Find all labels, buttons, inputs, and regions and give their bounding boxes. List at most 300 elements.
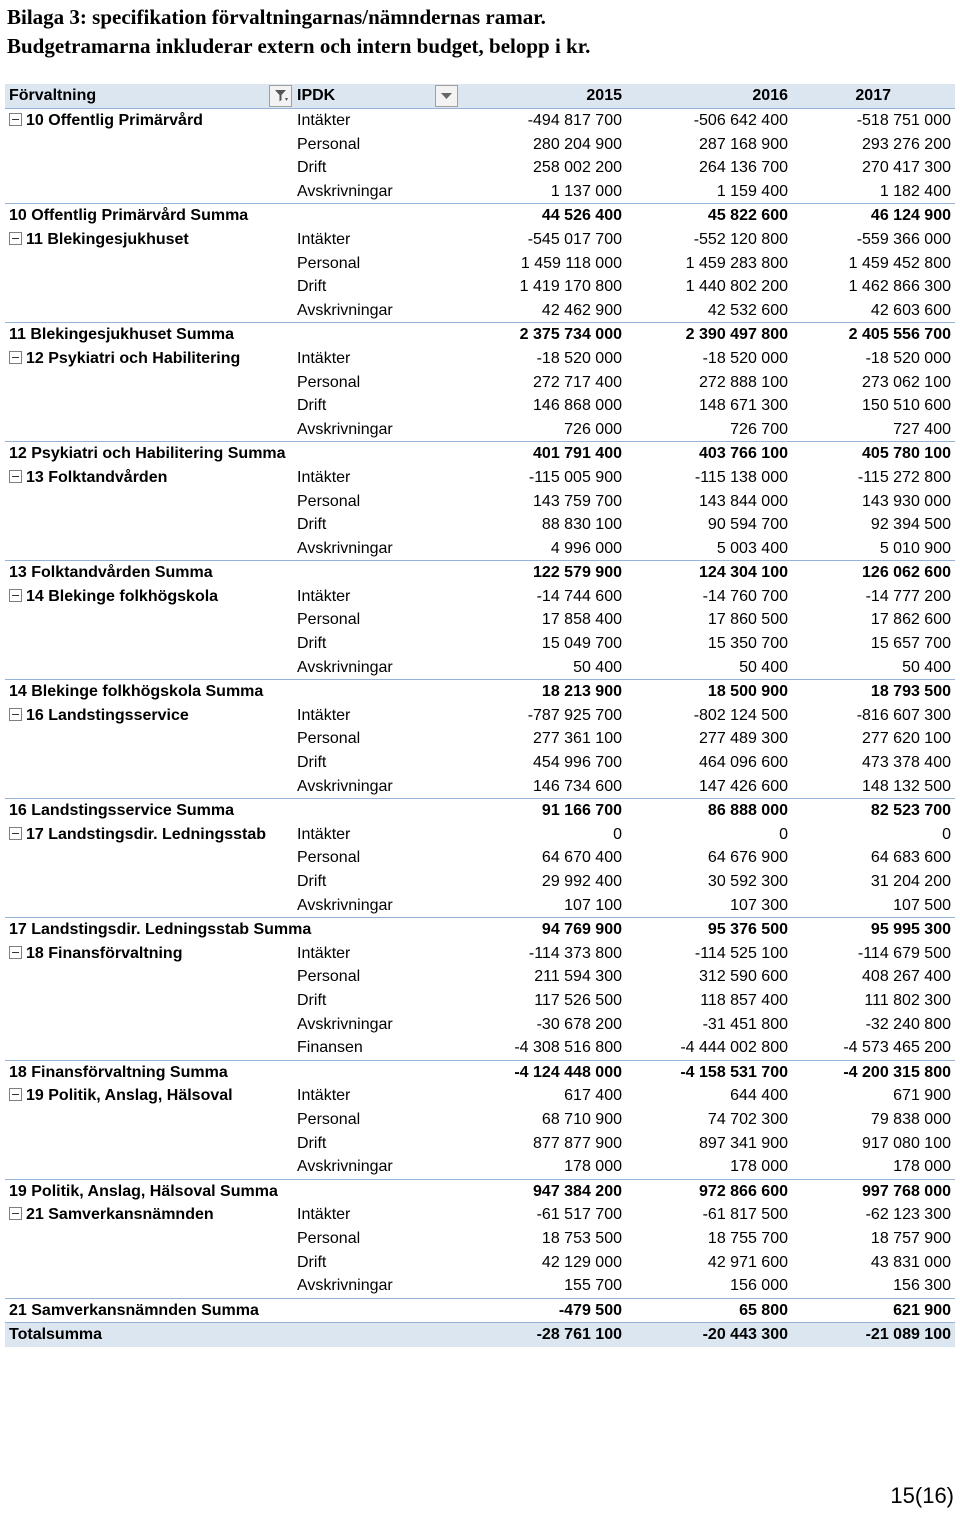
value-2017: -816 607 300 <box>856 706 951 724</box>
value-2017: 1 462 866 300 <box>848 278 951 296</box>
value-2017: 50 400 <box>902 658 951 676</box>
value-2017: -115 272 800 <box>857 468 951 486</box>
value-2017: 293 276 200 <box>862 135 951 153</box>
ipdk-cell: Intäkter <box>297 468 351 486</box>
value-2016: 64 676 900 <box>707 849 788 867</box>
value-2016: 30 592 300 <box>707 873 788 890</box>
value-2015: -61 517 700 <box>536 1206 622 1224</box>
value-2016: -115 138 000 <box>694 468 788 486</box>
value-2017: -14 777 200 <box>865 587 951 605</box>
total-2017: -21 089 100 <box>865 1326 951 1344</box>
value-2015: 18 753 500 <box>541 1229 622 1247</box>
ipdk-cell: Intäkter <box>297 1087 351 1105</box>
value-2015: -115 005 900 <box>528 468 622 486</box>
subtotal-2015: 401 791 400 <box>533 445 622 463</box>
value-2015: 143 759 700 <box>533 492 622 510</box>
table-row <box>5 632 955 656</box>
value-2017: 408 267 400 <box>862 968 951 986</box>
value-2015: 1 419 170 800 <box>519 278 622 296</box>
group-name: 10 Offentlig Primärvård <box>26 112 203 129</box>
value-2015: 88 830 100 <box>541 516 622 534</box>
ipdk-cell: Drift <box>297 516 327 534</box>
collapse-toggle-icon[interactable] <box>9 708 22 721</box>
value-2017: 148 132 500 <box>862 777 951 795</box>
ipdk-cell: Avskrivningar <box>297 896 393 914</box>
table-row <box>5 490 955 514</box>
value-2017: 143 930 000 <box>862 492 951 510</box>
table-row <box>5 1155 955 1179</box>
table-row <box>5 1203 955 1227</box>
header-2017: 2017 <box>855 87 891 104</box>
value-2015: -18 520 000 <box>536 349 622 367</box>
ipdk-cell: Intäkter <box>297 825 351 843</box>
value-2015: 4 996 000 <box>550 539 622 557</box>
value-2015: 42 129 000 <box>541 1253 622 1271</box>
value-2015: -4 308 516 800 <box>514 1039 622 1057</box>
value-2015: 29 992 400 <box>541 873 622 890</box>
value-2016: 147 426 600 <box>699 777 788 795</box>
ipdk-cell: Avskrivningar <box>297 777 393 795</box>
value-2017: 0 <box>942 825 951 843</box>
table-row <box>5 537 955 561</box>
value-2016: 156 000 <box>730 1277 788 1295</box>
value-2017: -18 520 000 <box>865 349 951 367</box>
subtotal-2015: 947 384 200 <box>533 1182 622 1200</box>
value-2016: 143 844 000 <box>699 492 788 510</box>
collapse-toggle-icon[interactable] <box>9 232 22 245</box>
value-2015: 1 459 118 000 <box>520 254 622 272</box>
table-row <box>5 727 955 751</box>
group-name: 17 Landstingsdir. Ledningsstab <box>26 825 267 843</box>
value-2017: -559 366 000 <box>856 230 951 248</box>
value-2017: -114 679 500 <box>857 944 951 962</box>
subtotal-row <box>5 798 955 823</box>
ipdk-dropdown-button[interactable] <box>435 85 458 107</box>
value-2017: 5 010 900 <box>879 539 951 557</box>
value-2016: 272 888 100 <box>699 373 788 391</box>
value-2016: -61 817 500 <box>702 1206 788 1224</box>
value-2016: 644 400 <box>730 1087 788 1105</box>
table-row <box>5 704 955 728</box>
subtotal-2017: 997 768 000 <box>862 1182 951 1200</box>
group-name: 16 Landstingsservice <box>26 706 189 724</box>
subtotal-2016: 2 390 497 800 <box>685 326 788 344</box>
group-name: 12 Psykiatri och Habilitering <box>26 349 241 367</box>
value-2016: 15 350 700 <box>707 635 788 653</box>
value-2015: 107 100 <box>564 896 622 914</box>
total-row <box>5 1322 955 1347</box>
title-line-2: Budgetramarna inkluderar extern och intern budget, belopp i kr. <box>7 34 591 58</box>
value-2015: 211 594 300 <box>534 968 622 986</box>
value-2015: 272 717 400 <box>533 373 622 391</box>
value-2017: 42 603 600 <box>870 301 951 319</box>
ipdk-cell: Personal <box>297 968 361 986</box>
subtotal-label: 16 Landstingsservice Summa <box>9 799 409 823</box>
value-2017: 111 802 300 <box>864 991 951 1009</box>
subtotal-2017: -4 200 315 800 <box>843 1063 951 1081</box>
table-row <box>5 1013 955 1037</box>
value-2015: 42 462 900 <box>541 301 622 319</box>
value-2015: 117 526 500 <box>534 991 622 1009</box>
ipdk-cell: Personal <box>297 849 361 867</box>
table-row <box>5 1108 955 1132</box>
value-2017: -32 240 800 <box>865 1015 951 1033</box>
ipdk-cell: Intäkter <box>297 230 351 248</box>
subtotal-2015: -4 124 448 000 <box>514 1063 622 1081</box>
value-2016: 0 <box>779 825 788 843</box>
value-2016: 277 489 300 <box>699 730 788 748</box>
collapse-toggle-icon[interactable] <box>9 589 22 602</box>
title-line-1: Bilaga 3: specifikation förvaltningarnas/nämndernas ramar. <box>7 5 546 29</box>
table-row <box>5 989 955 1013</box>
value-2017: 917 080 100 <box>862 1134 951 1152</box>
table-row <box>5 252 955 276</box>
table-row <box>5 870 955 894</box>
table-row <box>5 347 955 371</box>
value-2015: -30 678 200 <box>536 1015 622 1033</box>
subtotal-label: 13 Folktandvården Summa <box>9 561 409 585</box>
collapse-toggle-icon[interactable] <box>9 1088 22 1101</box>
value-2016: 726 700 <box>730 420 788 438</box>
value-2015: 15 049 700 <box>541 635 622 653</box>
total-2016: -20 443 300 <box>702 1326 788 1344</box>
table-row <box>5 965 955 989</box>
subtotal-row <box>5 1179 955 1204</box>
ipdk-cell: Personal <box>297 611 361 629</box>
table-row <box>5 109 955 133</box>
ipdk-cell: Drift <box>297 397 327 415</box>
value-2015: 17 858 400 <box>541 611 622 629</box>
table-row <box>5 846 955 870</box>
value-2015: 454 996 700 <box>533 754 622 772</box>
group-name: 14 Blekinge folkhögskola <box>26 587 219 605</box>
table-row <box>5 1132 955 1156</box>
header-2016: 2016 <box>752 87 788 104</box>
ipdk-cell: Personal <box>297 1229 361 1247</box>
subtotal-label: 18 Finansförvaltning Summa <box>9 1061 409 1085</box>
value-2016: 50 400 <box>739 658 788 676</box>
table-row <box>5 513 955 537</box>
subtotal-label: 19 Politik, Anslag, Hälsoval Summa <box>9 1180 409 1204</box>
table-row <box>5 466 955 490</box>
value-2015: -545 017 700 <box>527 230 622 248</box>
ipdk-cell: Intäkter <box>297 112 351 129</box>
ipdk-cell: Personal <box>297 1110 361 1128</box>
value-2017: 107 500 <box>893 896 951 914</box>
total-2015: -28 761 100 <box>536 1326 622 1344</box>
value-2015: 726 000 <box>564 420 622 438</box>
chevron-down-icon <box>436 86 457 106</box>
table-row <box>5 180 955 204</box>
value-2016: 148 671 300 <box>699 397 788 415</box>
value-2015: 155 700 <box>564 1277 622 1295</box>
subtotal-2017: 95 995 300 <box>870 921 951 939</box>
table-row <box>5 1084 955 1108</box>
value-2017: 15 657 700 <box>870 635 951 653</box>
ipdk-cell: Drift <box>297 991 327 1009</box>
table-row <box>5 942 955 966</box>
value-2016: 464 096 600 <box>699 754 788 772</box>
subtotal-2016: 972 866 600 <box>699 1182 788 1200</box>
value-2016: 264 136 700 <box>699 159 788 177</box>
ipdk-cell: Avskrivningar <box>297 1277 393 1295</box>
value-2015: 280 204 900 <box>533 135 622 153</box>
value-2017: 1 459 452 800 <box>848 254 951 272</box>
value-2016: 74 702 300 <box>707 1110 788 1128</box>
header-2015: 2015 <box>586 87 622 104</box>
group-cell <box>9 109 296 133</box>
subtotal-2017: 82 523 700 <box>870 802 951 820</box>
subtotal-2016: 403 766 100 <box>699 445 788 463</box>
value-2017: 156 300 <box>893 1277 951 1295</box>
group-name: 19 Politik, Anslag, Hälsoval <box>26 1087 233 1105</box>
collapse-toggle-icon[interactable] <box>9 1207 22 1220</box>
ipdk-cell: Drift <box>297 754 327 772</box>
table-body <box>5 109 955 1322</box>
ipdk-cell: Drift <box>297 278 327 296</box>
document-title <box>7 3 590 61</box>
value-2016: 118 857 400 <box>700 991 788 1009</box>
value-2017: 1 182 400 <box>879 182 951 200</box>
ipdk-cell: Personal <box>297 373 361 391</box>
value-2016: 5 003 400 <box>716 539 788 557</box>
ipdk-cell: Personal <box>297 254 361 272</box>
subtotal-2015: 122 579 900 <box>533 564 622 582</box>
subtotal-2016: 45 822 600 <box>707 207 788 225</box>
ipdk-cell: Avskrivningar <box>297 301 393 319</box>
value-2015: -787 925 700 <box>527 706 622 724</box>
subtotal-2017: 126 062 600 <box>862 564 951 582</box>
ipdk-cell: Finansen <box>297 1039 363 1057</box>
value-2015: -114 373 800 <box>528 944 622 962</box>
table-row <box>5 1036 955 1060</box>
ipdk-cell: Personal <box>297 730 361 748</box>
total-label: Totalsumma <box>9 1326 103 1344</box>
subtotal-2017: 2 405 556 700 <box>848 326 951 344</box>
value-2017: 270 417 300 <box>862 159 951 177</box>
group-cell <box>9 704 296 728</box>
value-2015: 50 400 <box>573 658 622 676</box>
subtotal-2016: 65 800 <box>739 1301 788 1319</box>
ipdk-cell: Drift <box>297 1134 327 1152</box>
group-cell <box>9 347 296 371</box>
value-2017: 671 900 <box>893 1087 951 1105</box>
subtotal-row <box>5 1298 955 1323</box>
subtotal-2017: 621 900 <box>893 1301 951 1319</box>
table-row <box>5 133 955 157</box>
subtotal-label: 17 Landstingsdir. Ledningsstab Summa <box>9 918 409 942</box>
ipdk-cell: Intäkter <box>297 1206 351 1224</box>
subtotal-row <box>5 441 955 466</box>
value-2017: 277 620 100 <box>862 730 951 748</box>
group-name: 21 Samverkansnämnden <box>26 1206 214 1224</box>
value-2017: 79 838 000 <box>870 1110 951 1128</box>
subtotal-row <box>5 679 955 704</box>
ipdk-cell: Avskrivningar <box>297 420 393 438</box>
value-2015: 277 361 100 <box>533 730 622 748</box>
header-forvaltning: Förvaltning <box>9 87 97 104</box>
table-row <box>5 156 955 180</box>
forvaltning-filter-button[interactable] <box>269 85 292 107</box>
group-cell <box>9 466 296 490</box>
table-row <box>5 418 955 442</box>
subtotal-row <box>5 1060 955 1085</box>
ipdk-cell: Intäkter <box>297 349 351 367</box>
subtotal-label: 11 Blekingesjukhuset Summa <box>9 323 409 347</box>
value-2016: 178 000 <box>730 1158 788 1176</box>
collapse-toggle-icon[interactable] <box>9 351 22 364</box>
subtotal-2015: 94 769 900 <box>541 921 622 939</box>
ipdk-cell: Intäkter <box>297 944 351 962</box>
value-2016: -18 520 000 <box>702 349 788 367</box>
ipdk-cell: Avskrivningar <box>297 539 393 557</box>
header-ipdk: IPDK <box>297 87 336 104</box>
value-2016: 1 459 283 800 <box>685 254 788 272</box>
value-2016: 42 532 600 <box>707 301 788 319</box>
ipdk-cell: Avskrivningar <box>297 182 393 200</box>
value-2015: 0 <box>613 825 622 843</box>
filter-icon <box>270 86 291 106</box>
value-2015: 258 002 200 <box>533 159 622 177</box>
subtotal-label: 12 Psykiatri och Habilitering Summa <box>9 442 409 466</box>
subtotal-2017: 405 780 100 <box>862 445 951 463</box>
subtotal-2017: 18 793 500 <box>870 683 951 701</box>
table-row <box>5 775 955 799</box>
page-number: 15(16) <box>890 1483 954 1508</box>
subtotal-label: 10 Offentlig Primärvård Summa <box>9 204 409 228</box>
table-row <box>5 823 955 847</box>
table-row <box>5 656 955 680</box>
value-2017: 64 683 600 <box>870 849 951 867</box>
ipdk-cell: Drift <box>297 1253 327 1271</box>
value-2015: 146 734 600 <box>533 777 622 795</box>
value-2016: 90 594 700 <box>707 516 788 534</box>
collapse-toggle-icon[interactable] <box>9 470 22 483</box>
group-cell <box>9 1084 296 1108</box>
value-2016: -552 120 800 <box>693 230 788 248</box>
subtotal-row <box>5 917 955 942</box>
value-2016: 1 440 802 200 <box>685 278 788 296</box>
table-row <box>5 275 955 299</box>
ipdk-cell: Avskrivningar <box>297 658 393 676</box>
ipdk-cell: Personal <box>297 492 361 510</box>
group-name: 18 Finansförvaltning <box>26 944 183 962</box>
value-2015: 178 000 <box>564 1158 622 1176</box>
subtotal-2016: -4 158 531 700 <box>680 1063 788 1081</box>
value-2016: -802 124 500 <box>693 706 788 724</box>
subtotal-2016: 86 888 000 <box>707 802 788 820</box>
value-2017: 727 400 <box>893 420 951 438</box>
group-cell <box>9 1203 296 1227</box>
subtotal-2015: 44 526 400 <box>541 207 622 225</box>
value-2015: 68 710 900 <box>541 1110 622 1128</box>
subtotal-2016: 18 500 900 <box>707 683 788 701</box>
value-2016: 1 159 400 <box>716 182 788 200</box>
subtotal-label: 21 Samverkansnämnden Summa <box>9 1299 409 1323</box>
value-2015: 1 137 000 <box>550 182 622 200</box>
table-row <box>5 894 955 918</box>
value-2017: 273 062 100 <box>862 373 951 391</box>
subtotal-label: 14 Blekinge folkhögskola Summa <box>9 680 409 704</box>
value-2017: 18 757 900 <box>870 1229 951 1247</box>
value-2016: 18 755 700 <box>707 1229 788 1247</box>
collapse-toggle-icon[interactable] <box>9 113 22 126</box>
value-2016: -506 642 400 <box>693 112 788 129</box>
ipdk-cell: Avskrivningar <box>297 1015 393 1033</box>
table-row <box>5 585 955 609</box>
ipdk-cell: Personal <box>297 135 361 153</box>
ipdk-cell: Drift <box>297 635 327 653</box>
table-header <box>5 84 955 109</box>
value-2016: 287 168 900 <box>699 135 788 153</box>
value-2017: -518 751 000 <box>856 112 951 129</box>
value-2017: 17 862 600 <box>870 611 951 629</box>
ipdk-cell: Avskrivningar <box>297 1158 393 1176</box>
value-2017: 92 394 500 <box>870 516 951 534</box>
group-cell <box>9 823 296 847</box>
collapse-toggle-icon[interactable] <box>9 946 22 959</box>
subtotal-2016: 124 304 100 <box>699 564 788 582</box>
subtotal-row <box>5 560 955 585</box>
value-2016: -114 525 100 <box>694 944 788 962</box>
group-name: 11 Blekingesjukhuset <box>26 230 189 248</box>
value-2016: 42 971 600 <box>707 1253 788 1271</box>
collapse-toggle-icon[interactable] <box>9 827 22 840</box>
value-2016: 312 590 600 <box>699 968 788 986</box>
table-row <box>5 1251 955 1275</box>
group-cell <box>9 942 296 966</box>
table-row <box>5 751 955 775</box>
value-2017: 473 378 400 <box>862 754 951 772</box>
value-2017: 178 000 <box>893 1158 951 1176</box>
value-2017: -4 573 465 200 <box>843 1039 951 1057</box>
value-2015: 146 868 000 <box>533 397 622 415</box>
subtotal-2015: -479 500 <box>558 1301 622 1319</box>
value-2015: 877 877 900 <box>533 1134 622 1152</box>
table-row <box>5 228 955 252</box>
group-cell <box>9 228 296 252</box>
subtotal-2015: 2 375 734 000 <box>519 326 622 344</box>
value-2017: 31 204 200 <box>870 873 951 890</box>
value-2017: 150 510 600 <box>862 397 951 415</box>
value-2017: 43 831 000 <box>870 1253 951 1271</box>
value-2015: 617 400 <box>564 1087 622 1105</box>
value-2016: -14 760 700 <box>702 587 788 605</box>
table-row <box>5 394 955 418</box>
subtotal-2016: 95 376 500 <box>707 921 788 939</box>
table-row <box>5 1274 955 1298</box>
table-row <box>5 299 955 323</box>
value-2016: -4 444 002 800 <box>680 1039 788 1057</box>
ipdk-cell: Intäkter <box>297 587 351 605</box>
pivot-table <box>5 84 955 1347</box>
ipdk-cell: Drift <box>297 873 327 890</box>
value-2015: -494 817 700 <box>527 112 622 129</box>
ipdk-cell: Intäkter <box>297 706 351 724</box>
subtotal-2015: 18 213 900 <box>541 683 622 701</box>
value-2017: -62 123 300 <box>865 1206 951 1224</box>
value-2015: -14 744 600 <box>536 587 622 605</box>
subtotal-2017: 46 124 900 <box>870 207 951 225</box>
group-cell <box>9 585 296 609</box>
subtotal-row <box>5 203 955 228</box>
subtotal-row <box>5 322 955 347</box>
table-row <box>5 371 955 395</box>
value-2015: 64 670 400 <box>541 849 622 867</box>
group-name: 13 Folktandvården <box>26 468 168 486</box>
table-row <box>5 1227 955 1251</box>
value-2016: 107 300 <box>730 896 788 914</box>
